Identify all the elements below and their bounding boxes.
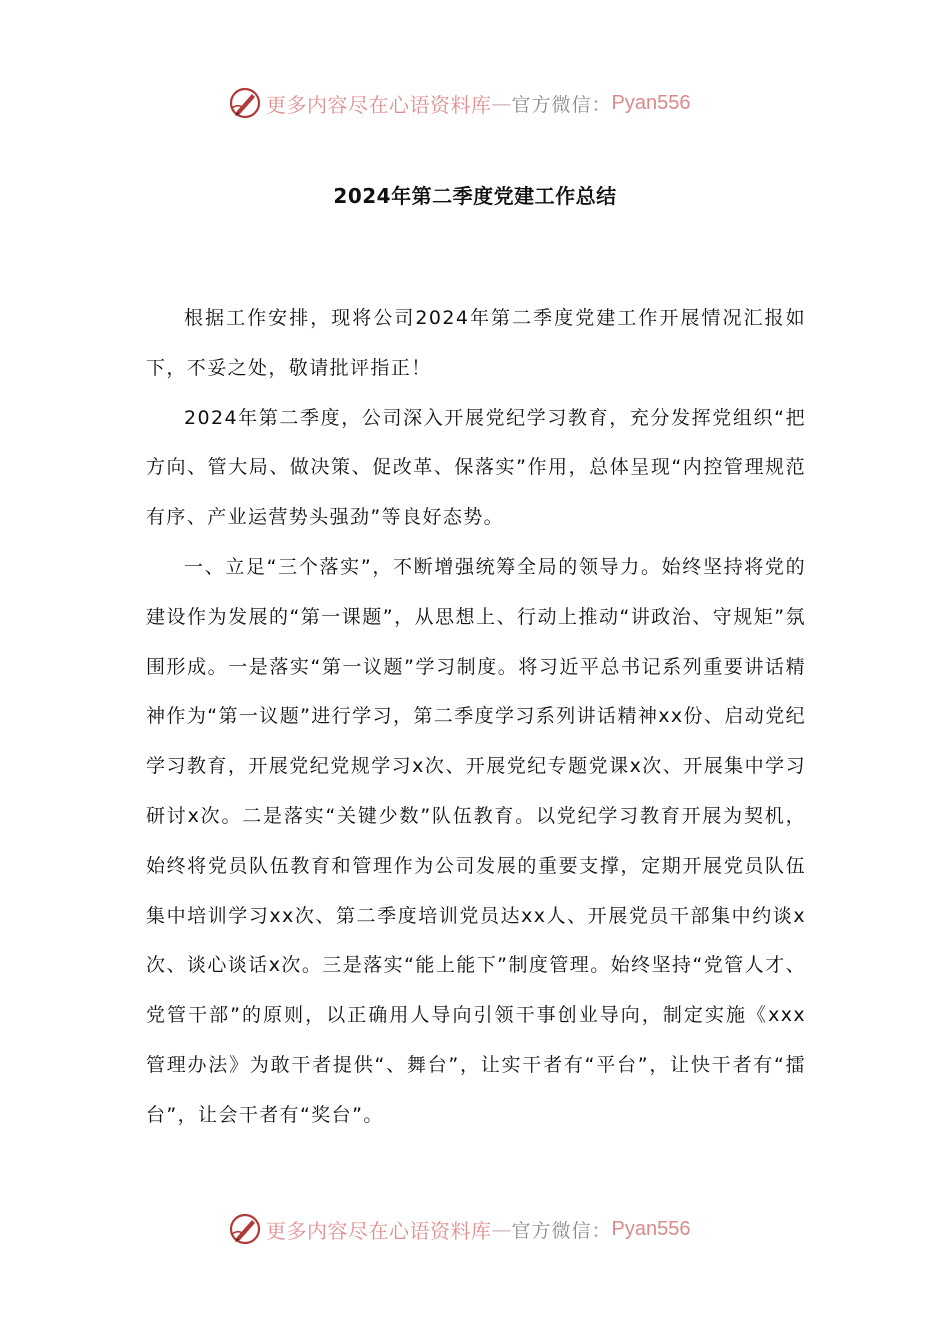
document-body <box>146 294 806 1141</box>
paragraph-section-one: 一、立足“三个落实”，不断增强统筹全局的领导力。始终坚持将党的建设作为发展的“第一课题”，从思想上、行动上推动“讲政治、守规矩”氛围形成。一是落实“第一议题”学习制度。将习近平总书记系列重要讲话精神作为“第一议题”进行学习，第二季度学习系列讲话精神xx份、启动党纪学习教育，开展党纪党规学习x次、开展党纪专题党课x次、开展集中学习研讨x次。二是落实“关键少数”队伍教育。以党纪学习教育开展为契机，始终将党员队伍教育和管理作为公司发展的重要支撑，定期开展党员队伍集中培训学习xx次、第二季度培训党员达xx人、开展党员干部集中约谈x次、谈心谈话x次。三是落实“能上能下”制度管理。始终坚持“党管人才、党管干部”的原则，以正确用人导向引领干事创业导向，制定实施《xxx管理办法》为敢干者提供“、舞台”，让实干者有“平台”，让快干者有“擂台”，让会干者有“奖台”。 <box>146 555 806 1126</box>
paragraph-intro: 根据工作安排，现将公司2024年第二季度党建工作开展情况汇报如下，不妥之处，敬请批评指正！ <box>146 307 806 379</box>
watermark-separator: — <box>491 1217 512 1241</box>
watermark-separator: — <box>491 91 512 115</box>
watermark-label: 官方微信： <box>511 1219 612 1242</box>
watermark-wechat-id: Pyan556 <box>611 91 691 114</box>
watermark-text: 更多内容尽在心语资料库 <box>266 92 492 117</box>
watermark-text: 更多内容尽在心语资料库 <box>266 1218 492 1243</box>
watermark-wechat-id: Pyan556 <box>611 1217 691 1240</box>
paragraph-overview: 2024年第二季度，公司深入开展党纪学习教育，充分发挥党组织“把方向、管大局、做决策、促改革、保落实”作用，总体呈现“内控管理规范有序、产业运营势头强劲”等良好态势。 <box>146 406 806 529</box>
watermark-banner-top <box>228 85 690 121</box>
pen-logo-icon <box>228 1212 262 1246</box>
pen-logo-icon <box>228 86 262 120</box>
document-title: 2024年第二季度党建工作总结 <box>333 184 617 208</box>
watermark-label: 官方微信： <box>511 93 612 116</box>
watermark-banner-bottom <box>228 1211 690 1247</box>
